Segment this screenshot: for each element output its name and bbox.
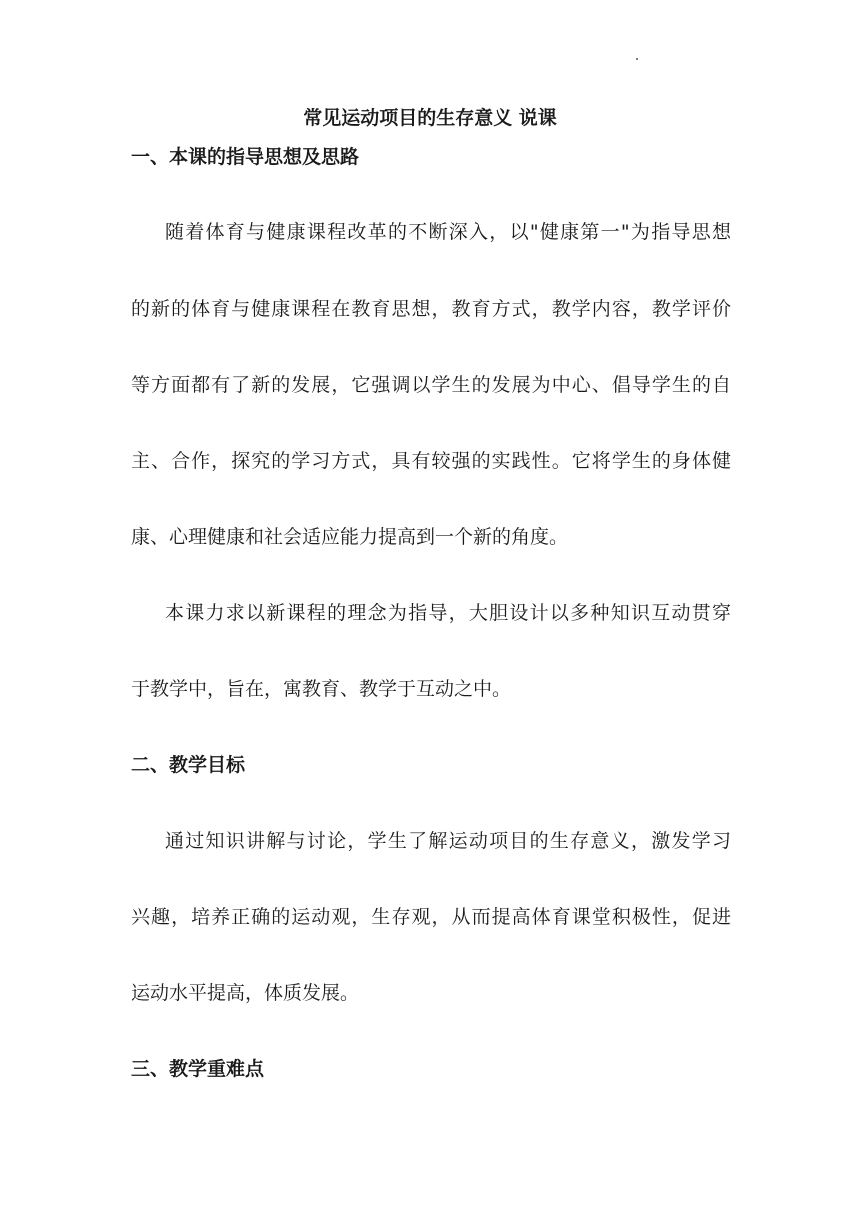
section-heading-teaching-goals: 二、教学目标 xyxy=(131,754,246,776)
paragraph-line: 主、合作，探究的学习方式，具有较强的实践性。它将学生的身体健 xyxy=(131,450,731,472)
page-marker-dot xyxy=(636,58,638,60)
paragraph-line: 于教学中，旨在，寓教育、教学于互动之中。 xyxy=(131,678,512,700)
paragraph-line: 兴趣，培养正确的运动观，生存观，从而提高体育课堂积极性，促进 xyxy=(131,906,731,928)
document-title: 常见运动项目的生存意义 说课 xyxy=(303,107,557,129)
paragraph-line: 通过知识讲解与讨论，学生了解运动项目的生存意义，激发学习 xyxy=(165,830,731,852)
paragraph-line: 随着体育与健康课程改革的不断深入，以"健康第一"为指导思想 xyxy=(165,221,731,243)
paragraph-line: 运动水平提高，体质发展。 xyxy=(131,982,360,1004)
paragraph-line: 的新的体育与健康课程在教育思想，教育方式，教学内容，教学评价 xyxy=(131,298,731,320)
paragraph-line: 等方面都有了新的发展，它强调以学生的发展为中心、倡导学生的自 xyxy=(131,374,731,396)
paragraph-line: 本课力求以新课程的理念为指导，大胆设计以多种知识互动贯穿 xyxy=(165,602,731,624)
paragraph-line: 康、心理健康和社会适应能力提高到一个新的角度。 xyxy=(131,526,569,548)
section-heading-key-difficulties: 三、教学重难点 xyxy=(131,1058,265,1080)
section-heading-guiding-ideas: 一、本课的指导思想及思路 xyxy=(131,146,360,168)
